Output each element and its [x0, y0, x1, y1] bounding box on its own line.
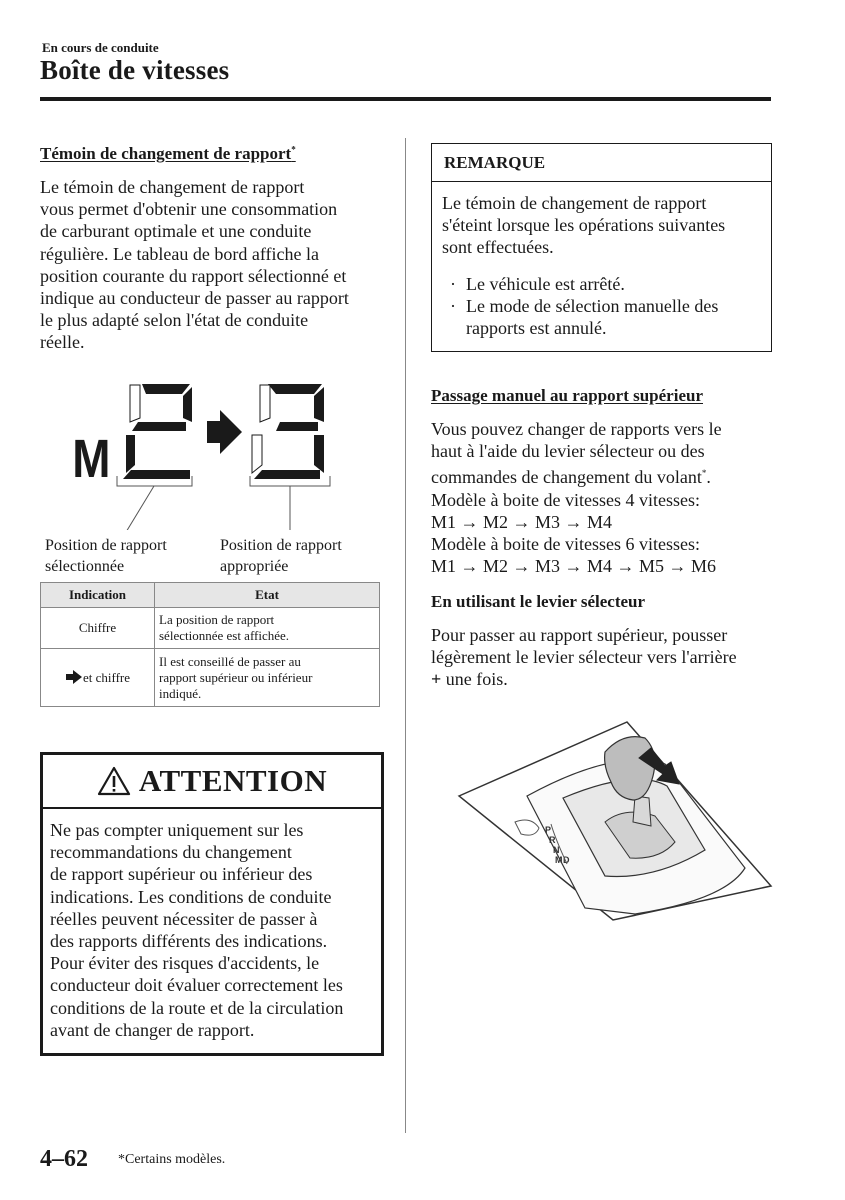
attention-text: Ne pas compter uniquement sur les recommandations du changement de rapport supérieur ou inférieur des indications. Les conditions de conduite réelles peuvent nécessiter de passer à des rapports différents des indications. Pour éviter des risques d'accidents, le conducteur doit évaluer correctement les conditions de la route et de la circulation avant de changer de rapport.: [50, 820, 344, 1040]
remarque-text: Le témoin de changement de rapport s'éteint lorsque les opérations suivantes sont effectuées. · Le véhicule est arrêté. · Le mode de sélection manuelle des rapports est annulé.: [432, 182, 771, 349]
list-item: · Le véhicule est arrêté.: [450, 273, 625, 294]
table-header-row: [41, 583, 380, 608]
attention-header: [43, 755, 381, 809]
lever-label-p: P: [545, 825, 552, 835]
gear-display-figure: [40, 370, 385, 530]
indication-table: [40, 582, 380, 707]
remarque-list: [442, 273, 761, 340]
gear-lever-illustration: [455, 718, 775, 923]
manual-upshift-heading: Passage manuel au rapport supérieur: [431, 386, 703, 405]
table-header-etat: Etat: [155, 583, 380, 608]
lever-shaft: [633, 796, 651, 826]
remarque-title: REMARQUE: [432, 144, 771, 182]
gear-indicator-intro: Le témoin de changement de rapport vous permet d'obtenir une consommation de carburant optimale et une conduite régulière. Le tableau de bord affiche la position courante du rapport sélectionné et indique au conducteur de passer au rapport le plus adapté selon l'état de conduite réelle.: [40, 177, 349, 353]
table-cell-etat: Il est conseillé de passer au rapport supérieur ou inférieur indiqué.: [155, 649, 380, 707]
table-header-indication: Indication: [41, 583, 155, 608]
leader-selected: [120, 486, 154, 530]
column-divider: [405, 138, 406, 1133]
shift-up-arrow: [207, 410, 242, 454]
lever-label-d: D: [563, 855, 570, 865]
table-cell-indication: Chiffre: [41, 608, 155, 649]
label-selected-position: Position de rapport sélectionnée: [45, 537, 167, 575]
digit-3-segments: [254, 384, 324, 479]
attention-box: [40, 752, 384, 1056]
selector-lever-heading: En utilisant le levier sélecteur: [431, 592, 646, 611]
digit-2-segments: [123, 384, 192, 479]
selector-lever-text: Pour passer au rapport supérieur, pousser légèrement le levier sélecteur vers l'arrière + une fois.: [431, 625, 737, 690]
gear-indicator-heading: Témoin de changement de rapport*: [40, 144, 296, 163]
lever-label-n: N: [553, 845, 560, 855]
table-row: [41, 608, 380, 649]
table-row: [41, 649, 380, 707]
section-label: En cours de conduite: [42, 40, 159, 55]
mode-letter-m: M: [72, 428, 111, 489]
attention-title: ATTENTION: [138, 763, 328, 798]
page-title: Boîte de vitesses: [40, 55, 230, 85]
arrow-icon: [65, 669, 83, 685]
footnote: *Certains modèles.: [118, 1152, 226, 1167]
page-number: 4–62: [40, 1146, 88, 1172]
lever-label-r: R: [549, 835, 556, 845]
table-cell-indication: et chiffre: [41, 649, 155, 707]
list-item: · Le mode de sélection manuelle des rapports est annulé.: [450, 295, 719, 339]
warning-triangle-icon: [97, 766, 131, 796]
label-suggested-position: Position de rapport appropriée: [220, 537, 342, 575]
manual-upshift-text: Vous pouvez changer de rapports vers le haut à l'aide du levier sélecteur ou des commandes de changement du volant*. Modèle à boite de vitesses 4 vitesses: M1 → M2 → M3 → M4 Modèle à boite de vitesses 6 vitesses: M1 → M2 → M3 → M4 → M5 → M6: [431, 419, 722, 577]
digit-3-outline: [252, 385, 270, 473]
remarque-box: [431, 143, 772, 352]
digit-2-outline: [130, 385, 140, 422]
lever-label-m: M: [555, 855, 563, 865]
table-cell-etat: La position de rapport sélectionnée est affichée.: [155, 608, 380, 649]
header-rule: [40, 97, 771, 101]
